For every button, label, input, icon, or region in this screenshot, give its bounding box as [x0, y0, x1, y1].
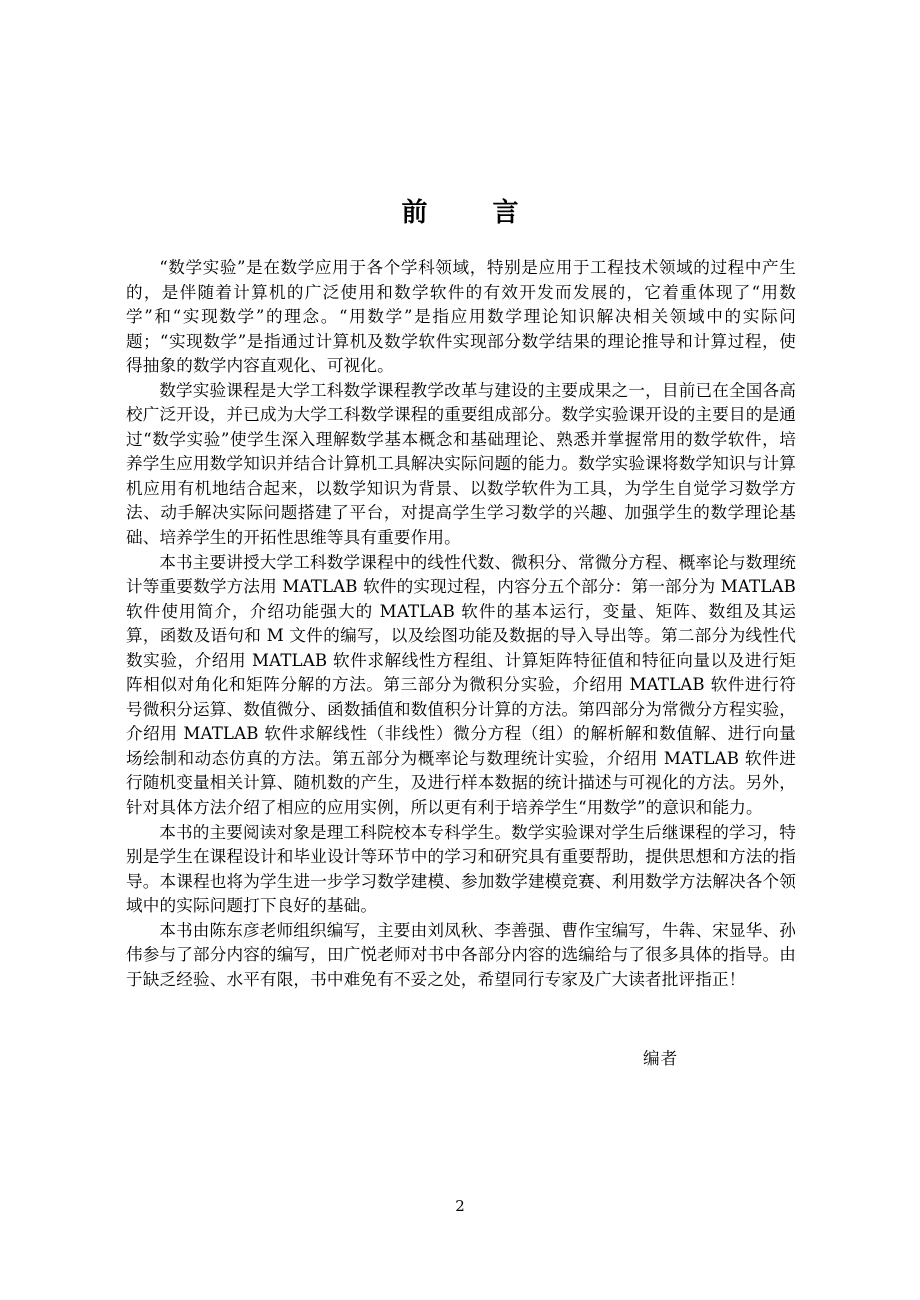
paragraph-3: 本书主要讲授大学工科数学课程中的线性代数、微积分、常微分方程、概率论与数理统计等重要数学方法用 MATLAB 软件的实现过程，内容分五个部分：第一部分为 MATLAB 软件使用简介，介绍功能强大的 MATLAB 软件的基本运行，变量、矩阵、数组及其运算，函数及语句和 M 文件的编写，以及绘图功能及数据的导入导出等。第二部分为线性代数实验，介绍用 MATLAB 软件求解线性方程组、计算矩阵特征值和特征向量以及进行矩阵相似对角化和矩阵分解的方法。第三部分为微积分实验，介绍用 MATLAB 软件进行符号微积分运算、数值微分、函数插值和数值积分计算的方法。第四部分为常微分方程实验，介绍用 MATLAB 软件求解线性（非线性）微分方程（组）的解析解和数值解、进行向量场绘制和动态仿真的方法。第五部分为概率论与数理统计实验，介绍用 MATLAB 软件进行随机变量相关计算、随机数的产生，及进行样本数据的统计描述与可视化的方法。另外，针对具体方法介绍了相应的应用实例，所以更有利于培养学生“用数学”的意识和能力。: [126, 552, 796, 818]
page-number: 2: [455, 1197, 465, 1215]
paragraph-1: “数学实验”是在数学应用于各个学科领域，特别是应用于工程技术领域的过程中产生的，是伴随着计算机的广泛使用和数学软件的有效开发而发展的，它着重体现了“用数学”和“实现数学”的理念。“用数学”是指应用数学理论知识解决相关领域中的实际问题；“实现数学”是指通过计算机及数学软件实现部分数学结果的理论推导和计算过程，使得抽象的数学内容直观化、可视化。: [126, 258, 796, 376]
author-signature: 编者: [643, 1049, 679, 1068]
paragraph-4: 本书的主要阅读对象是理工科院校本专科学生。数学实验课对学生后继课程的学习，特别是学生在课程设计和毕业设计等环节中的学习和研究具有重要帮助，提供思想和方法的指导。本课程也将为学生进一步学习数学建模、参加数学建模竞赛、利用数学方法解决各个领域中的实际问题打下良好的基础。: [126, 822, 796, 916]
preface-body: [126, 256, 796, 992]
paragraph-2: 数学实验课程是大学工科数学课程教学改革与建设的主要成果之一，目前已在全国各高校广泛开设，并已成为大学工科数学课程的重要组成部分。数学实验课开设的主要目的是通过“数学实验”使学生深入理解数学基本概念和基础理论、熟悉并掌握常用的数学软件，培养学生应用数学知识并结合计算机工具解决实际问题的能力。数学实验课将数学知识与计算机应用有机地结合起来，以数学知识为背景、以数学软件为工具，为学生自觉学习数学方法、动手解决实际问题搭建了平台，对提高学生学习数学的兴趣、加强学生的数学理论基础、培养学生的开拓性思维等具有重要作用。: [126, 380, 796, 548]
page-title: 前 言: [401, 198, 547, 228]
paragraph-5: 本书由陈东彦老师组织编写，主要由刘凤秋、李善强、曹作宝编写，牛犇、宋显华、孙伟参与了部分内容的编写，田广悦老师对书中各部分内容的选编给与了很多具体的指导。由于缺乏经验、水平有限，书中难免有不妥之处，希望同行专家及广大读者批评指正！: [126, 920, 796, 989]
